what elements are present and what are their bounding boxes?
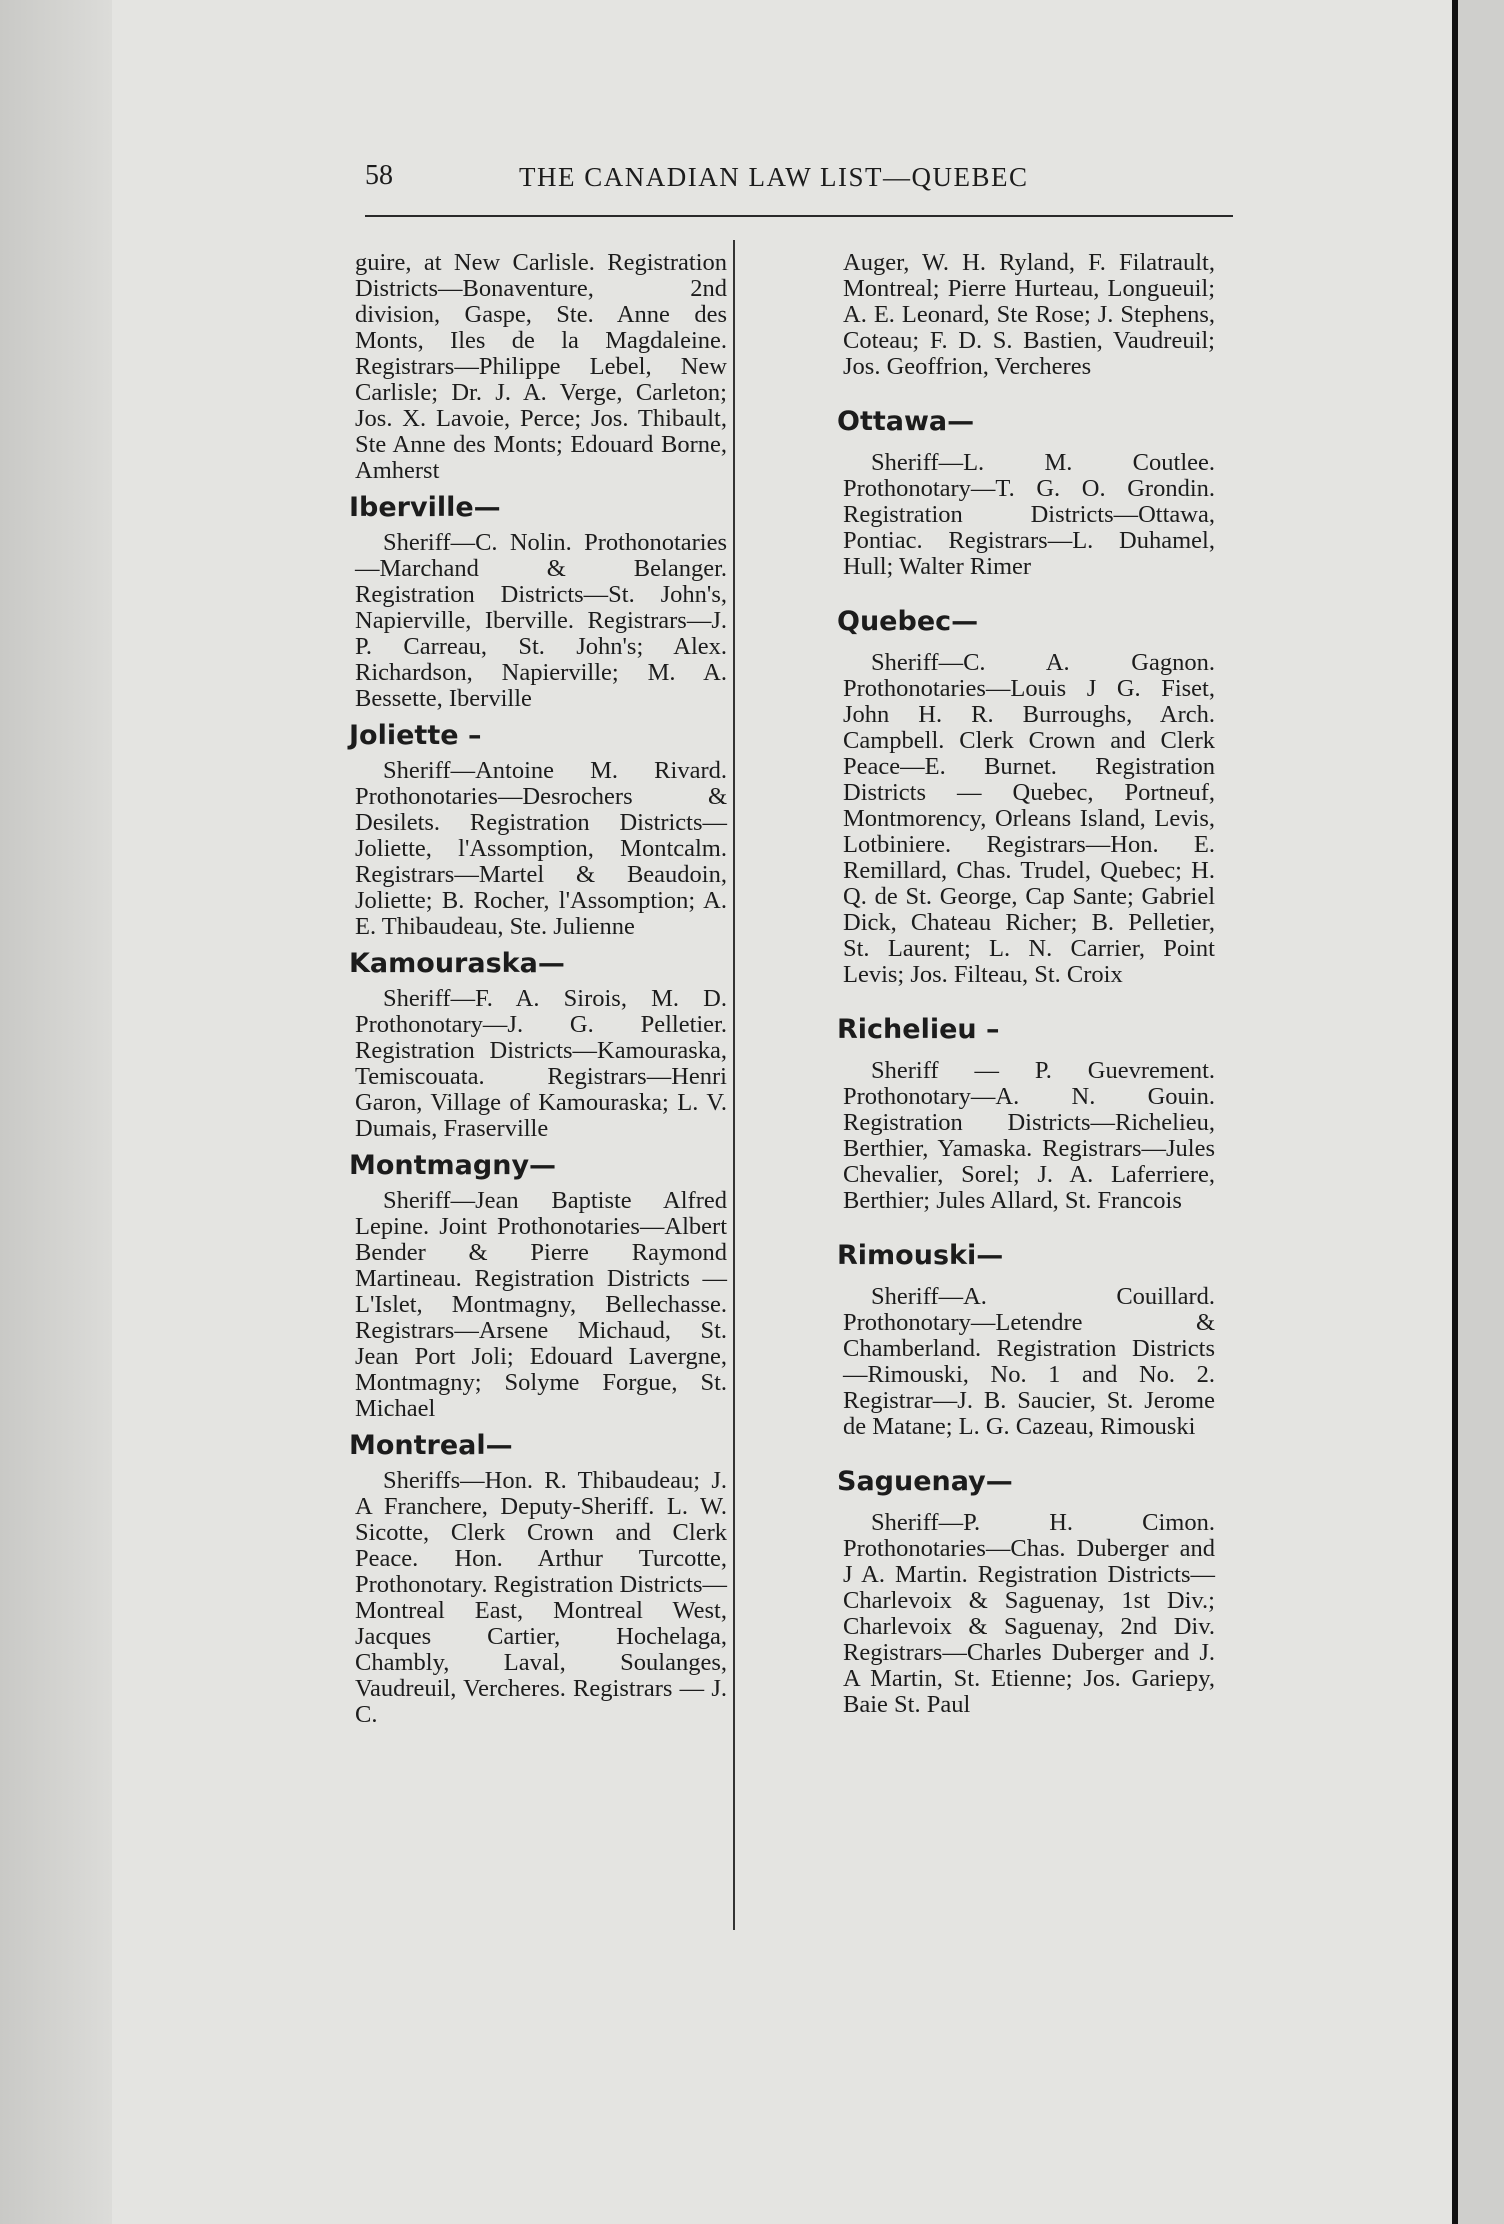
book-page — [112, 0, 1452, 2224]
entry-text: Sheriff—C. Nolin. Prothonotaries—Marchand & Belanger. Registration Districts—St. John's, Napierville, Iberville. Registrars—J. P. Carreau, St. John's; Alex. Richardson, Napierville; M. A. Bessette, Iberville — [355, 529, 727, 712]
district-heading: Quebec— — [837, 606, 979, 637]
page-header — [365, 160, 1235, 210]
continued-entry — [843, 250, 1215, 380]
district-entry-rimouski — [837, 1240, 1215, 1440]
scan-margin-right — [1458, 0, 1504, 2224]
district-heading: Montreal— — [349, 1430, 513, 1461]
district-heading: Ottawa— — [837, 406, 975, 437]
entry-text: Sheriffs—Hon. R. Thibaudeau; J. A Franchere, Deputy-Sheriff. L. W. Sicotte, Clerk Crown and Clerk Peace. Hon. Arthur Turcotte, Prothonotary. Registration Districts—Montreal East, Montreal West, Jacques Cartier, Hochelaga, Chambly, Laval, Soulanges, Vaudreuil, Vercheres. Registrars — J. C. — [355, 1467, 727, 1728]
page-number: 58 — [365, 160, 393, 191]
district-heading: Rimouski— — [837, 1240, 1004, 1271]
entry-text: Sheriff—F. A. Sirois, M. D. Prothonotary—J. G. Pelletier. Registration Districts—Kamouraska, Temiscouata. Registrars—Henri Garon, Village of Kamouraska; L. V. Dumais, Fraserville — [355, 985, 727, 1142]
district-entry-joliette — [349, 720, 727, 940]
district-entry-kamouraska — [349, 948, 727, 1142]
district-entry-montmagny — [349, 1150, 727, 1422]
column-rule — [733, 240, 735, 1930]
scan-margin-left — [0, 0, 112, 2224]
district-entry-montreal — [349, 1430, 727, 1728]
entry-text: Sheriff—C. A. Gagnon. Prothonotaries—Louis J G. Fiset, John H. R. Burroughs, Arch. Campbell. Clerk Crown and Clerk Peace—E. Burnet. Registration Districts — Quebec, Portneuf, Montmorency, Orleans Island, Levis, Lotbiniere. Registrars—Hon. E. Remillard, Chas. Trudel, Quebec; H. Q. de St. George, Cap Sante; Gabriel Dick, Chateau Richer; B. Pelletier, St. Laurent; L. N. Carrier, Point Levis; Jos. Filteau, St. Croix — [843, 649, 1215, 988]
entry-text: Sheriff—A. Couillard. Prothonotary—Letendre & Chamberland. Registration Districts—Rimouski, No. 1 and No. 2. Registrar—J. B. Saucier, St. Jerome de Matane; L. G. Cazeau, Rimouski — [843, 1283, 1215, 1440]
entry-text: guire, at New Carlisle. Registration Districts—Bonaventure, 2nd division, Gaspe, Ste. Anne des Monts, Iles de la Magdaleine. Registrars—Philippe Lebel, New Carlisle; Dr. J. A. Verge, Carleton; Jos. X. Lavoie, Perce; Jos. Thibault, Ste Anne des Monts; Edouard Borne, Amherst — [355, 249, 727, 484]
left-column — [349, 249, 727, 1728]
running-title: THE CANADIAN LAW LIST—QUEBEC — [519, 162, 1029, 192]
district-entry-quebec — [837, 606, 1215, 988]
district-heading: Saguenay— — [837, 1466, 1013, 1497]
entry-text: Sheriff—Antoine M. Rivard. Prothonotaries—Desrochers & Desilets. Registration Districts—Joliette, l'Assomption, Montcalm. Registrars—Martel & Beaudoin, Joliette; B. Rocher, l'Assomption; A. E. Thibaudeau, Ste. Julienne — [355, 757, 727, 940]
district-heading: Montmagny— — [349, 1150, 557, 1181]
right-column — [837, 249, 1215, 1718]
header-rule — [365, 215, 1233, 217]
entry-text: Auger, W. H. Ryland, F. Filatrault, Montreal; Pierre Hurteau, Longueuil; A. E. Leonard, Ste Rose; J. Stephens, Coteau; F. D. S. Bastien, Vaudreuil; Jos. Geoffrion, Vercheres — [843, 249, 1215, 380]
entry-text: Sheriff — P. Guevrement. Prothonotary—A. N. Gouin. Registration Districts—Richelieu, Berthier, Yamaska. Registrars—Jules Chevalier, Sorel; J. A. Laferriere, Berthier; Jules Allard, St. Francois — [843, 1057, 1215, 1214]
district-heading: Kamouraska— — [349, 948, 565, 979]
entry-text: Sheriff—L. M. Coutlee. Prothonotary—T. G. O. Grondin. Registration Districts—Ottawa, Pontiac. Registrars—L. Duhamel, Hull; Walter Rimer — [843, 449, 1215, 580]
entry-text: Sheriff—Jean Baptiste Alfred Lepine. Joint Prothonotaries—Albert Bender & Pierre Raymond Martineau. Registration Districts — L'Islet, Montmagny, Bellechasse. Registrars—Arsene Michaud, St. Jean Port Joli; Edouard Lavergne, Montmagny; Solyme Forgue, St. Michael — [355, 1187, 727, 1422]
continued-entry — [355, 250, 727, 484]
entry-text: Sheriff—P. H. Cimon. Prothonotaries—Chas. Duberger and J A. Martin. Registration Districts—Charlevoix & Saguenay, 1st Div.; Charlevoix & Saguenay, 2nd Div. Registrars—Charles Duberger and J. A Martin, St. Etienne; Jos. Gariepy, Baie St. Paul — [843, 1509, 1215, 1718]
district-entry-iberville — [349, 492, 727, 712]
district-entry-richelieu — [837, 1014, 1215, 1214]
district-entry-saguenay — [837, 1466, 1215, 1718]
district-heading: Joliette – — [349, 720, 482, 751]
district-entry-ottawa — [837, 406, 1215, 580]
district-heading: Iberville— — [349, 492, 501, 523]
district-heading: Richelieu – — [837, 1014, 1000, 1045]
